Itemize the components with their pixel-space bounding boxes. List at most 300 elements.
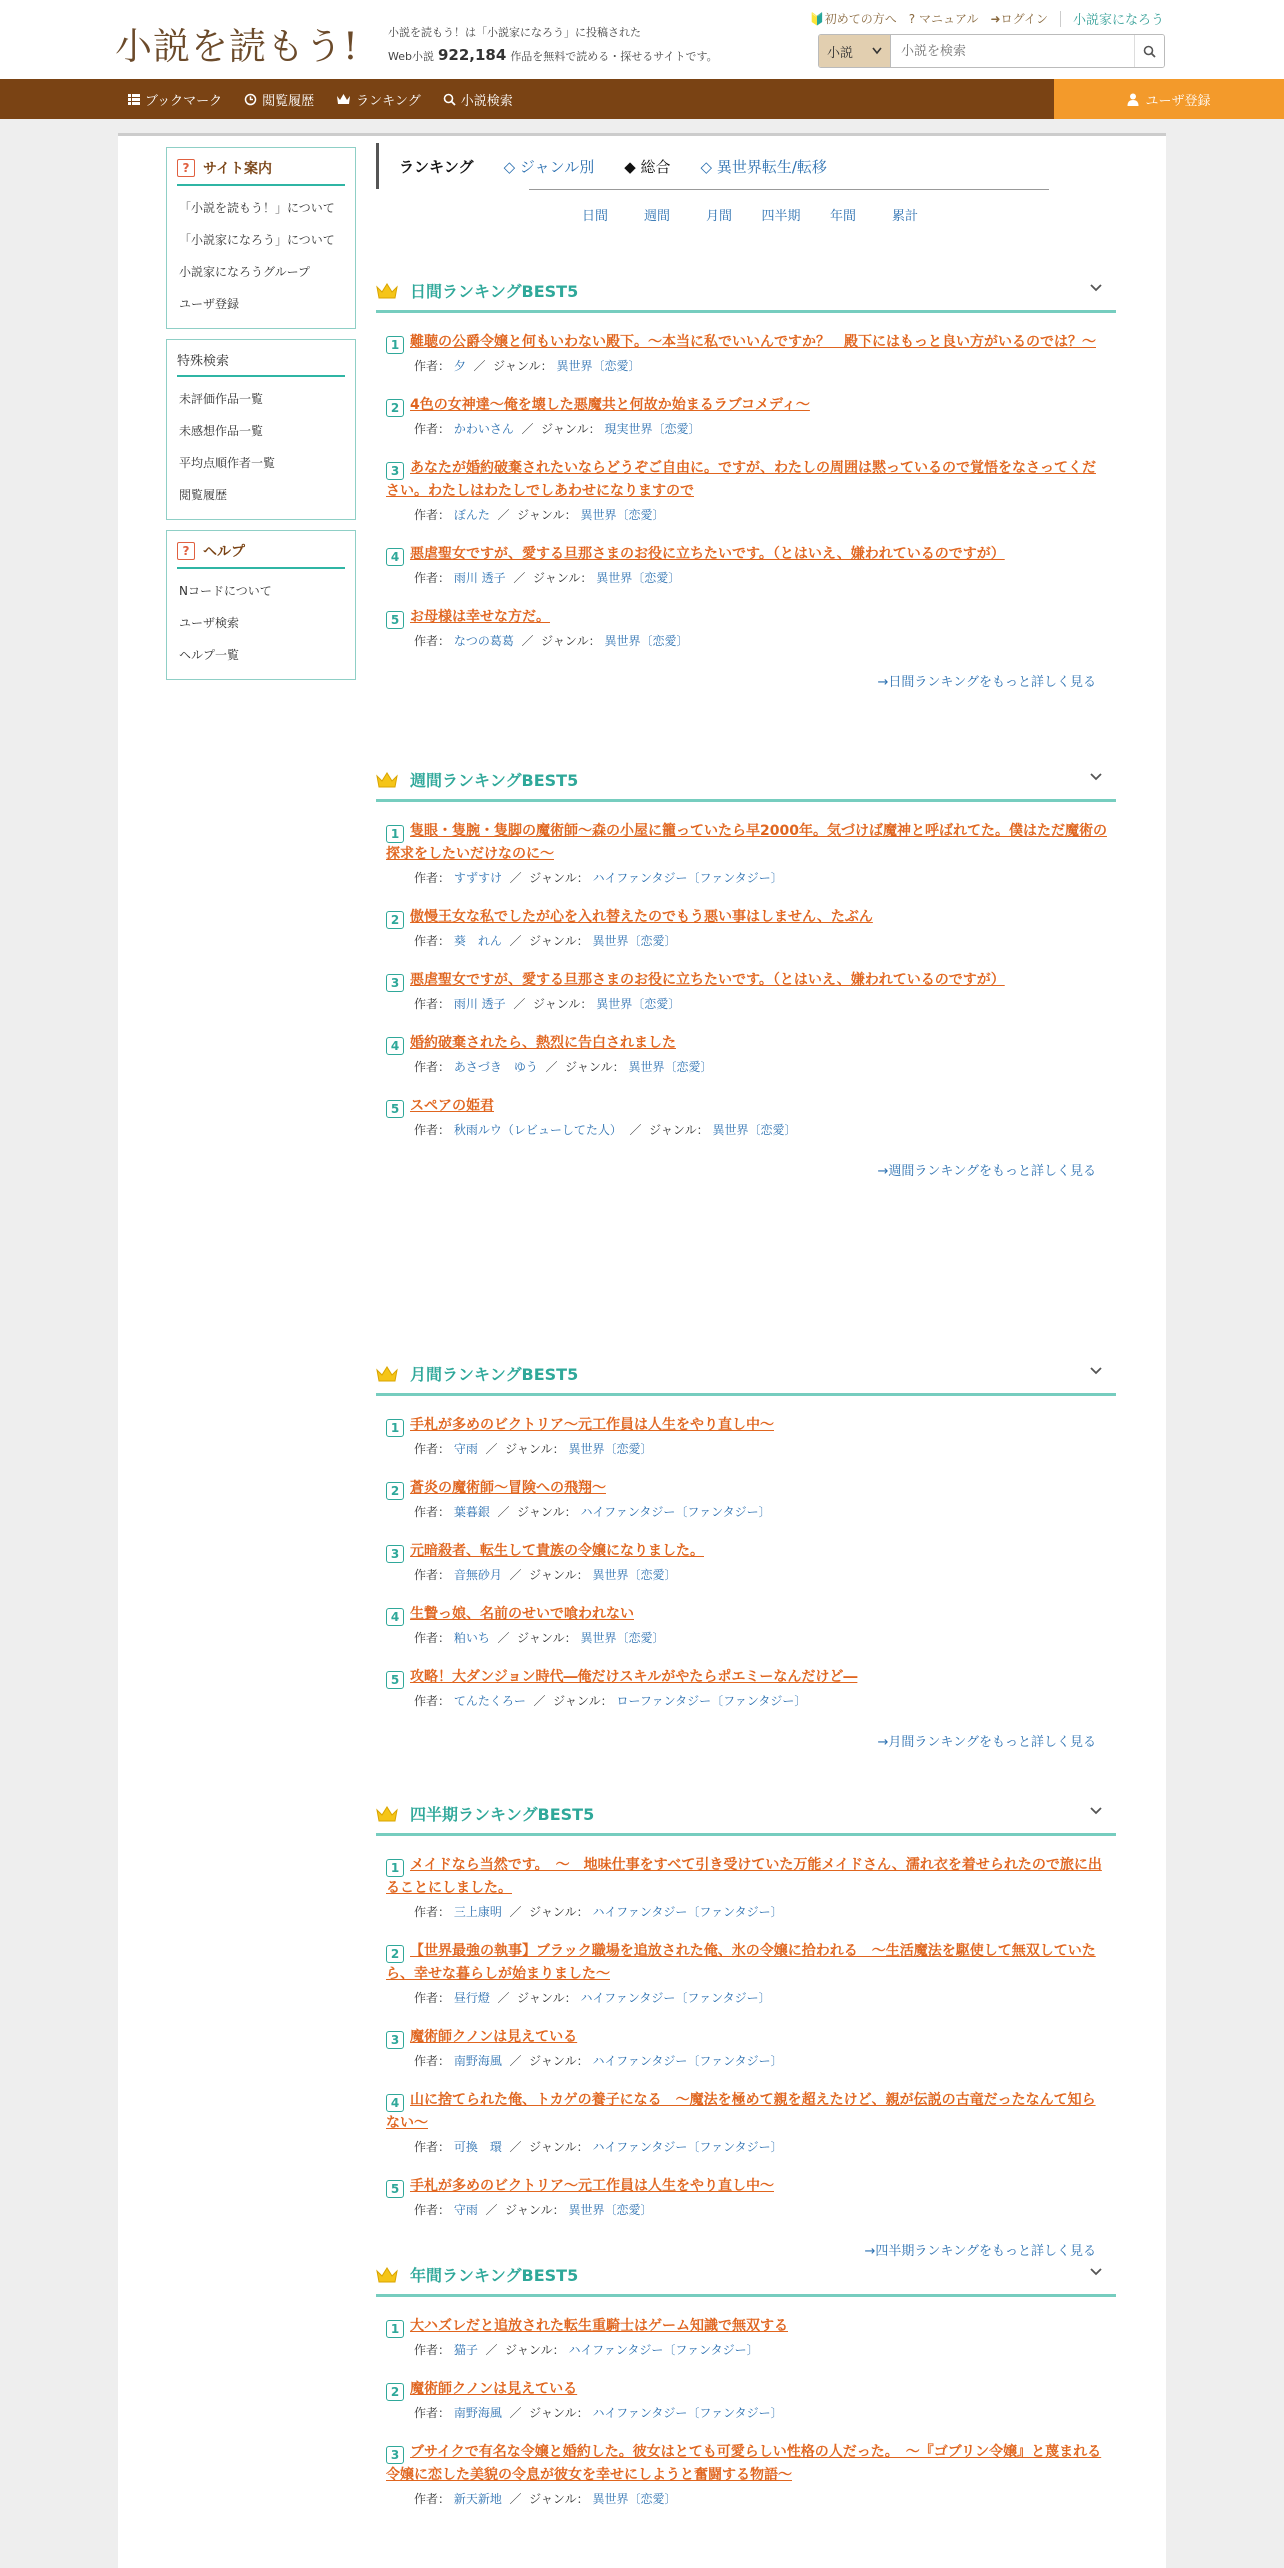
genre-link[interactable]: ハイファンタジー〔ファンタジー〕 bbox=[592, 2054, 783, 2068]
help-circle-icon: ? bbox=[908, 12, 916, 26]
ranking-entry bbox=[386, 1540, 1108, 1585]
novel-title-link[interactable]: お母様は幸せな方だ。 bbox=[410, 609, 550, 625]
list-icon bbox=[128, 94, 140, 105]
sidebar-item-help-list[interactable]: ヘルプ一覧 bbox=[179, 648, 240, 662]
novel-title-link[interactable]: 婚約破棄されたら、熱烈に告白されました bbox=[410, 1035, 676, 1051]
author-link[interactable]: 可換 環 bbox=[453, 2140, 502, 2154]
entry-title-line bbox=[386, 969, 1108, 992]
main-container bbox=[118, 133, 1166, 2568]
author-label: 作者： bbox=[414, 2343, 451, 2357]
section-title: 年間ランキングBEST5 bbox=[410, 2266, 579, 2285]
meta-separator: ／ bbox=[485, 2343, 498, 2357]
novel-title-link[interactable]: 傲慢王女な私でしたが心を入れ替えたのでもう悪い事はしません、たぶん bbox=[410, 909, 873, 925]
more-ranking-link[interactable]: →週間ランキングをもっと詳しく見る bbox=[877, 1164, 1096, 1179]
entry-meta bbox=[414, 2051, 1108, 2071]
ranking-entry bbox=[386, 2441, 1108, 2509]
entry-title-line bbox=[386, 1854, 1108, 1900]
genre-label: ジャンル： bbox=[541, 634, 601, 648]
entry-meta bbox=[414, 2403, 1108, 2423]
ranking-entry bbox=[386, 1032, 1108, 1077]
ranking-entry bbox=[386, 1477, 1108, 1522]
tagline-line1: 小説を読もう！は「小説家になろう」に投稿された bbox=[388, 26, 641, 39]
search-button[interactable] bbox=[1134, 35, 1164, 67]
login-icon: ➜ bbox=[990, 12, 1001, 26]
meta-separator: ／ bbox=[533, 1694, 546, 1708]
author-link[interactable]: 雨川 透子 bbox=[453, 571, 506, 585]
entry-meta bbox=[414, 1565, 1108, 1585]
author-label: 作者： bbox=[414, 2140, 451, 2154]
login-link[interactable] bbox=[991, 10, 1048, 27]
chevron-down-icon[interactable] bbox=[1090, 772, 1102, 782]
meta-separator: ／ bbox=[497, 508, 510, 522]
genre-link[interactable]: 現実世界〔恋愛〕 bbox=[604, 422, 701, 436]
rank-badge: 3 bbox=[386, 462, 404, 480]
ranking-entry bbox=[386, 606, 1108, 651]
novel-title-link[interactable]: 4色の女神達～俺を壊した悪魔共と何故か始まるラブコメディ～ bbox=[410, 397, 810, 413]
site-guide-heading bbox=[177, 154, 345, 186]
period-quarterly[interactable]: 四半期 bbox=[761, 209, 801, 224]
novel-title-link[interactable]: スペアの姫君 bbox=[410, 1098, 494, 1114]
rank-badge: 4 bbox=[386, 2094, 404, 2112]
meta-separator: ／ bbox=[497, 1991, 510, 2005]
genre-link[interactable]: 異世界〔恋愛〕 bbox=[712, 1123, 797, 1137]
sidebar bbox=[166, 147, 356, 690]
rank-badge: 1 bbox=[386, 1859, 404, 1877]
special-search-box bbox=[166, 339, 356, 520]
ranking-entry bbox=[386, 1603, 1108, 1648]
period-daily[interactable]: 日間 bbox=[581, 209, 608, 224]
novel-title-link[interactable]: 【世界最強の執事】ブラック職場を追放された俺、氷の令嬢に拾われる ～生活魔法を駆使して無双していたら、幸せな暮らしが始まりました～ bbox=[386, 1943, 1096, 1982]
entry-title-line bbox=[386, 2441, 1108, 2487]
tab-genre[interactable]: ◇ ジャンル別 bbox=[503, 157, 595, 176]
genre-link[interactable]: 異世界〔恋愛〕 bbox=[568, 2203, 653, 2217]
divider bbox=[529, 189, 1049, 190]
author-link[interactable]: てんたくろー bbox=[453, 1694, 526, 1708]
rank-badge: 4 bbox=[386, 1037, 404, 1055]
author-link[interactable]: 夕 bbox=[453, 359, 466, 373]
author-link[interactable]: 南野海風 bbox=[453, 2054, 502, 2068]
ranking-entry bbox=[386, 543, 1108, 588]
section-header[interactable] bbox=[376, 760, 1116, 802]
nav-history[interactable] bbox=[244, 90, 314, 109]
author-link[interactable]: あさづき ゆう bbox=[453, 1060, 538, 1074]
genre-label: ジャンル： bbox=[649, 1123, 709, 1137]
entry-meta bbox=[414, 356, 1108, 376]
author-label: 作者： bbox=[414, 997, 451, 1011]
genre-label: ジャンル： bbox=[505, 1442, 565, 1456]
search-bar bbox=[818, 34, 1165, 68]
rank-badge: 5 bbox=[386, 2180, 404, 2198]
genre-link[interactable]: 異世界〔恋愛〕 bbox=[592, 1568, 677, 1582]
author-label: 作者： bbox=[414, 634, 451, 648]
author-link[interactable]: 昼行燈 bbox=[453, 1991, 490, 2005]
entry-title-line bbox=[386, 394, 1108, 417]
author-label: 作者： bbox=[414, 508, 451, 522]
history-icon bbox=[244, 93, 257, 106]
ranking-entry bbox=[386, 331, 1108, 376]
section-header[interactable] bbox=[376, 1794, 1116, 1836]
meta-separator: ／ bbox=[509, 1568, 522, 1582]
sidebar-item-unrated[interactable]: 未評価作品一覧 bbox=[179, 392, 264, 406]
genre-link[interactable]: 異世界〔恋愛〕 bbox=[604, 634, 689, 648]
author-label: 作者： bbox=[414, 1123, 451, 1137]
genre-label: ジャンル： bbox=[529, 934, 589, 948]
novel-title-link[interactable]: 大ハズレだと追放された転生重騎士はゲーム知識で無双する bbox=[410, 2318, 788, 2334]
ranking-entry bbox=[386, 394, 1108, 439]
genre-label: ジャンル： bbox=[505, 2343, 565, 2357]
author-label: 作者： bbox=[414, 1694, 451, 1708]
ranking-content bbox=[376, 143, 1116, 2506]
chevron-down-icon[interactable] bbox=[1090, 283, 1102, 293]
nav-ranking[interactable] bbox=[336, 90, 421, 109]
entry-meta bbox=[414, 505, 1108, 525]
sidebar-item-history[interactable]: 閲覧履歴 bbox=[179, 488, 228, 502]
author-link[interactable]: 守雨 bbox=[453, 2203, 478, 2217]
beginner-icon: 🔰 bbox=[809, 12, 825, 26]
sidebar-item-about-yomou[interactable]: 「小説を読もう！」について bbox=[179, 201, 335, 215]
meta-separator: ／ bbox=[509, 934, 522, 948]
entry-meta bbox=[414, 868, 1108, 888]
author-link[interactable]: 音無砂月 bbox=[453, 1568, 502, 1582]
site-tagline bbox=[388, 22, 718, 68]
author-label: 作者： bbox=[414, 1631, 451, 1645]
genre-link[interactable]: 異世界〔恋愛〕 bbox=[592, 934, 677, 948]
meta-separator: ／ bbox=[485, 1442, 498, 1456]
ranking-entry bbox=[386, 2026, 1108, 2071]
entry-meta bbox=[414, 1057, 1108, 1077]
rank-badge: 4 bbox=[386, 1608, 404, 1626]
author-link[interactable]: 猫子 bbox=[453, 2343, 478, 2357]
entry-title-line bbox=[386, 1940, 1108, 1986]
search-icon bbox=[1143, 45, 1156, 58]
entry-title-line bbox=[386, 1603, 1108, 1626]
ranking-entry bbox=[386, 969, 1108, 1014]
meta-separator: ／ bbox=[629, 1123, 642, 1137]
author-label: 作者： bbox=[414, 1505, 451, 1519]
author-label: 作者： bbox=[414, 2054, 451, 2068]
genre-label: ジャンル： bbox=[493, 359, 553, 373]
ranking-entry bbox=[386, 2089, 1108, 2157]
entry-title-line bbox=[386, 2315, 1108, 2338]
more-ranking-link[interactable]: →四半期ランキングをもっと詳しく見る bbox=[864, 2244, 1096, 2259]
genre-label: ジャンル： bbox=[529, 1568, 589, 1582]
author-label: 作者： bbox=[414, 359, 451, 373]
author-link[interactable]: 南野海風 bbox=[453, 2406, 502, 2420]
author-label: 作者： bbox=[414, 1060, 451, 1074]
meta-separator: ／ bbox=[473, 359, 486, 373]
novel-title-link[interactable]: 山に捨てられた俺、トカゲの養子になる ～魔法を極めて親を超えたけど、親が伝説の古竜だったなんて知らない～ bbox=[386, 2092, 1096, 2131]
help-title: ヘルプ bbox=[203, 544, 245, 560]
genre-link[interactable]: 異世界〔恋愛〕 bbox=[628, 1060, 713, 1074]
genre-link[interactable]: ハイファンタジー〔ファンタジー〕 bbox=[580, 1991, 771, 2005]
entry-meta bbox=[414, 2489, 1108, 2509]
rank-badge: 2 bbox=[386, 911, 404, 929]
site-guide-box bbox=[166, 147, 356, 329]
genre-link[interactable]: ハイファンタジー〔ファンタジー〕 bbox=[592, 2140, 783, 2154]
narou-logo[interactable]: 小説家になろう bbox=[1072, 13, 1164, 28]
genre-label: ジャンル： bbox=[529, 2406, 589, 2420]
novel-title-link[interactable]: 蒼炎の魔術師〜冒険への飛翔〜 bbox=[410, 1480, 606, 1496]
novel-title-link[interactable]: 生贄っ娘、名前のせいで喰われない bbox=[410, 1606, 634, 1622]
rank-badge: 1 bbox=[386, 336, 404, 354]
ranking-entry bbox=[386, 1095, 1108, 1140]
author-link[interactable]: かわいさん bbox=[453, 422, 514, 436]
nav-search[interactable] bbox=[443, 90, 513, 109]
nav-ranking-label: ランキング bbox=[356, 93, 421, 109]
author-label: 作者： bbox=[414, 571, 451, 585]
novel-title-link[interactable]: あなたが婚約破棄されたいならどうぞご自由に。ですが、わたしの周囲は黙っているので覚悟をなさってください。わたしはわたしでしあわせになりますので bbox=[386, 460, 1096, 499]
search-type-select[interactable] bbox=[819, 35, 891, 67]
ranking-section-quarterly bbox=[376, 1794, 1116, 2259]
meta-separator: ／ bbox=[513, 571, 526, 585]
novel-title-link[interactable]: 魔術師クノンは見えている bbox=[410, 2381, 578, 2397]
site-guide-title: サイト案内 bbox=[203, 161, 273, 177]
rank-badge: 1 bbox=[386, 2320, 404, 2338]
entry-title-line bbox=[386, 1540, 1108, 1563]
entry-title-line bbox=[386, 1666, 1108, 1689]
novel-title-link[interactable]: 悪虐聖女ですが、愛する旦那さまのお役に立ちたいです。（とはいえ、嫌われているのですが） bbox=[410, 972, 1005, 988]
meta-separator: ／ bbox=[497, 1505, 510, 1519]
period-weekly[interactable]: 週間 bbox=[643, 209, 670, 224]
author-link[interactable]: 守雨 bbox=[453, 1442, 478, 1456]
tab-isekai[interactable]: ◇ 異世界転生/転移 bbox=[700, 157, 827, 176]
ranking-heading: ランキング bbox=[399, 157, 474, 176]
meta-separator: ／ bbox=[509, 1905, 522, 1919]
rank-badge: 2 bbox=[386, 2383, 404, 2401]
author-label: 作者： bbox=[414, 871, 451, 885]
author-label: 作者： bbox=[414, 2203, 451, 2217]
section-header[interactable] bbox=[376, 1354, 1116, 1396]
author-link[interactable]: 葵 れん bbox=[453, 934, 502, 948]
site-header bbox=[0, 0, 1284, 79]
rank-badge: 5 bbox=[386, 1671, 404, 1689]
ranking-section-yearly bbox=[376, 2255, 1116, 2509]
entry-meta bbox=[414, 1628, 1108, 1648]
ranking-entry bbox=[386, 1940, 1108, 2008]
nav-bookmark-label: ブックマーク bbox=[145, 93, 223, 109]
entry-meta bbox=[414, 419, 1108, 439]
nav-bookmark[interactable] bbox=[128, 90, 222, 109]
genre-label: ジャンル： bbox=[517, 1505, 577, 1519]
entry-meta bbox=[414, 2137, 1108, 2157]
divider bbox=[1060, 11, 1061, 27]
period-total[interactable]: 累計 bbox=[891, 209, 918, 224]
genre-label: ジャンル： bbox=[517, 508, 577, 522]
question-icon: ? bbox=[177, 159, 195, 177]
search-type-value: 小説 bbox=[827, 45, 854, 61]
sidebar-item-about-narou[interactable]: 「小説家になろう」について bbox=[179, 233, 335, 247]
novel-title-link[interactable]: 隻眼・隻腕・隻脚の魔術師～森の小屋に籠っていたら早2000年。気づけば魔神と呼ばれてた。僕はただ魔術の探求をしたいだけなのに～ bbox=[386, 823, 1107, 862]
manual-link-label: マニュアル bbox=[918, 12, 979, 26]
rank-badge: 4 bbox=[386, 548, 404, 566]
genre-link[interactable]: ハイファンタジー〔ファンタジー〕 bbox=[592, 1905, 783, 1919]
novel-title-link[interactable]: 攻略！大ダンジョン時代―俺だけスキルがやたらポエミーなんだけど― bbox=[410, 1669, 858, 1685]
genre-label: ジャンル： bbox=[541, 422, 601, 436]
novel-title-link[interactable]: 魔術師クノンは見えている bbox=[410, 2029, 578, 2045]
author-label: 作者： bbox=[414, 2406, 451, 2420]
author-link[interactable]: ぼんた bbox=[453, 508, 490, 522]
genre-link[interactable]: ハイファンタジー〔ファンタジー〕 bbox=[580, 1505, 771, 1519]
period-links bbox=[564, 205, 1116, 224]
genre-link[interactable]: 異世界〔恋愛〕 bbox=[580, 508, 665, 522]
chevron-down-icon bbox=[872, 47, 882, 55]
novel-title-link[interactable]: 難聴の公爵令嬢と何もいわない殿下。〜本当に私でいいんですか？ 殿下にはもっと良い方がいるのでは？〜 bbox=[410, 334, 1096, 350]
entry-meta bbox=[414, 1988, 1108, 2008]
entry-meta bbox=[414, 1502, 1108, 1522]
period-monthly[interactable]: 月間 bbox=[705, 209, 732, 224]
novel-title-link[interactable]: 手札が多めのビクトリア〜元工作員は人生をやり直し中〜 bbox=[410, 1417, 774, 1433]
genre-link[interactable]: 異世界〔恋愛〕 bbox=[568, 1442, 653, 1456]
top-links bbox=[810, 9, 1164, 28]
entry-title-line bbox=[386, 820, 1108, 866]
section-title: 月間ランキングBEST5 bbox=[410, 1365, 579, 1384]
entry-meta bbox=[414, 1691, 1108, 1711]
author-link[interactable]: 葉暮銀 bbox=[453, 1505, 490, 1519]
meta-separator: ／ bbox=[509, 2140, 522, 2154]
genre-link[interactable]: ハイファンタジー〔ファンタジー〕 bbox=[592, 871, 783, 885]
manual-link[interactable] bbox=[909, 10, 979, 27]
crown-icon bbox=[376, 1805, 398, 1823]
meta-separator: ／ bbox=[509, 2406, 522, 2420]
period-yearly[interactable]: 年間 bbox=[829, 209, 856, 224]
entry-meta bbox=[414, 631, 1108, 651]
genre-label: ジャンル： bbox=[532, 997, 593, 1011]
genre-link[interactable]: 異世界〔恋愛〕 bbox=[580, 1631, 665, 1645]
tagline-line2 bbox=[388, 44, 718, 68]
section-title: 週間ランキングBEST5 bbox=[410, 771, 579, 790]
chevron-down-icon[interactable] bbox=[1090, 1806, 1102, 1816]
site-logo[interactable]: 小説を読もう! bbox=[115, 25, 359, 68]
author-link[interactable]: 三上康明 bbox=[453, 1905, 502, 1919]
author-label: 作者： bbox=[414, 1991, 451, 2005]
genre-link[interactable]: 異世界〔恋愛〕 bbox=[596, 571, 681, 585]
help-heading bbox=[177, 537, 345, 569]
entry-title-line bbox=[386, 2175, 1108, 2198]
search-icon bbox=[443, 93, 456, 106]
ranking-entry bbox=[386, 1666, 1108, 1711]
rank-badge: 5 bbox=[386, 611, 404, 629]
meta-separator: ／ bbox=[513, 997, 526, 1011]
rank-badge: 1 bbox=[386, 825, 404, 843]
author-link[interactable]: 雨川 透子 bbox=[453, 997, 506, 1011]
more-ranking-link[interactable]: →日間ランキングをもっと詳しく見る bbox=[877, 675, 1096, 690]
genre-link[interactable]: ローファンタジー〔ファンタジー〕 bbox=[616, 1694, 807, 1708]
novel-title-link[interactable]: ブサイクで有名な令嬢と婚約した。彼女はとても可愛らしい性格の人だった。 ～『ゴブリン令嬢』と蔑まれる令嬢に恋した美貌の令息が彼女を幸せにしようと奮闘する物語～ bbox=[386, 2444, 1102, 2483]
genre-link[interactable]: 異世界〔恋愛〕 bbox=[592, 2492, 677, 2506]
sidebar-item-user-search[interactable]: ユーザ検索 bbox=[179, 616, 240, 630]
entry-meta bbox=[414, 568, 1108, 588]
genre-label: ジャンル： bbox=[517, 1991, 577, 2005]
crown-icon bbox=[376, 771, 398, 789]
rank-badge: 3 bbox=[386, 974, 404, 992]
author-link[interactable]: 新天新地 bbox=[453, 2492, 502, 2506]
meta-separator: ／ bbox=[545, 1060, 558, 1074]
author-link[interactable]: 粕いち bbox=[453, 1631, 490, 1645]
divider bbox=[118, 133, 1166, 136]
entry-title-line bbox=[386, 2378, 1108, 2401]
genre-link[interactable]: ハイファンタジー〔ファンタジー〕 bbox=[568, 2343, 759, 2357]
meta-separator: ／ bbox=[509, 871, 522, 885]
novel-title-link[interactable]: 元暗殺者、転生して貴族の令嬢になりました。 bbox=[410, 1543, 704, 1559]
author-label: 作者： bbox=[414, 422, 451, 436]
crown-icon bbox=[336, 93, 351, 105]
author-link[interactable]: 秋雨ルウ（レビューしてた人） bbox=[453, 1123, 622, 1137]
genre-link[interactable]: 異世界〔恋愛〕 bbox=[596, 997, 681, 1011]
author-label: 作者： bbox=[414, 1905, 451, 1919]
meta-separator: ／ bbox=[509, 2054, 522, 2068]
entry-title-line bbox=[386, 457, 1108, 503]
meta-separator: ／ bbox=[521, 634, 534, 648]
sidebar-item-narou-group[interactable]: 小説家になろうグループ bbox=[179, 265, 311, 279]
ranking-entry bbox=[386, 1414, 1108, 1459]
chevron-down-icon[interactable] bbox=[1090, 2267, 1102, 2277]
tab-total[interactable]: ◆ 総合 bbox=[624, 157, 671, 176]
section-title: 日間ランキングBEST5 bbox=[410, 282, 579, 301]
rank-badge: 2 bbox=[386, 399, 404, 417]
ranking-entry bbox=[386, 906, 1108, 951]
rank-badge: 1 bbox=[386, 1419, 404, 1437]
beginner-link[interactable] bbox=[810, 10, 897, 27]
author-label: 作者： bbox=[414, 1442, 451, 1456]
section-header[interactable] bbox=[376, 271, 1116, 313]
sidebar-item-register[interactable]: ユーザ登録 bbox=[179, 297, 240, 311]
genre-label: ジャンル： bbox=[565, 1060, 625, 1074]
genre-link[interactable]: 異世界〔恋愛〕 bbox=[556, 359, 641, 373]
novel-title-link[interactable]: 悪虐聖女ですが、愛する旦那さまのお役に立ちたいです。（とはいえ、嫌われているのですが） bbox=[410, 546, 1005, 562]
entry-title-line bbox=[386, 1414, 1108, 1437]
rank-badge: 3 bbox=[386, 2031, 404, 2049]
crown-icon bbox=[376, 282, 398, 300]
genre-link[interactable]: ハイファンタジー〔ファンタジー〕 bbox=[592, 2406, 783, 2420]
ranking-section-monthly bbox=[376, 1354, 1116, 1750]
sidebar-item-ncode[interactable]: Nコードについて bbox=[179, 584, 272, 598]
ranking-entry bbox=[386, 820, 1108, 888]
user-register-button[interactable] bbox=[1054, 79, 1284, 119]
chevron-down-icon[interactable] bbox=[1090, 1366, 1102, 1376]
more-ranking-link[interactable]: →月間ランキングをもっと詳しく見る bbox=[877, 1735, 1096, 1750]
section-header[interactable] bbox=[376, 2255, 1116, 2297]
entry-title-line bbox=[386, 331, 1108, 354]
entry-title-line bbox=[386, 1477, 1108, 1500]
novel-title-link[interactable]: メイドなら当然です。 ～ 地味仕事をすべて引き受けていた万能メイドさん、濡れ衣を着せられたので旅に出ることにしました。 bbox=[386, 1857, 1102, 1896]
author-label: 作者： bbox=[414, 934, 451, 948]
entry-title-line bbox=[386, 2026, 1108, 2049]
entry-meta bbox=[414, 994, 1108, 1014]
author-link[interactable]: なつの葛葛 bbox=[453, 634, 514, 648]
entry-meta bbox=[414, 1439, 1108, 1459]
nav-search-label: 小説検索 bbox=[460, 93, 513, 109]
ranking-tabs bbox=[376, 143, 1116, 189]
genre-label: ジャンル： bbox=[529, 1905, 589, 1919]
genre-label: ジャンル： bbox=[505, 2203, 565, 2217]
tagline-suffix: 作品を無料で読める・探せるサイトです。 bbox=[510, 50, 718, 63]
novel-title-link[interactable]: 手札が多めのビクトリア〜元工作員は人生をやり直し中〜 bbox=[410, 2178, 774, 2194]
crown-icon bbox=[376, 1365, 398, 1383]
meta-separator: ／ bbox=[509, 2492, 522, 2506]
entry-meta bbox=[414, 2200, 1108, 2220]
entry-meta bbox=[414, 931, 1108, 951]
help-box bbox=[166, 530, 356, 680]
ranking-entry bbox=[386, 457, 1108, 525]
sidebar-item-avg-authors[interactable]: 平均点順作者一覧 bbox=[179, 456, 276, 470]
meta-separator: ／ bbox=[497, 1631, 510, 1645]
sidebar-item-no-reviews[interactable]: 未感想作品一覧 bbox=[179, 424, 264, 438]
author-link[interactable]: すずすけ bbox=[453, 871, 502, 885]
section-title: 四半期ランキングBEST5 bbox=[410, 1805, 595, 1824]
search-input[interactable] bbox=[891, 35, 1134, 67]
meta-separator: ／ bbox=[485, 2203, 498, 2217]
entry-title-line bbox=[386, 906, 1108, 929]
